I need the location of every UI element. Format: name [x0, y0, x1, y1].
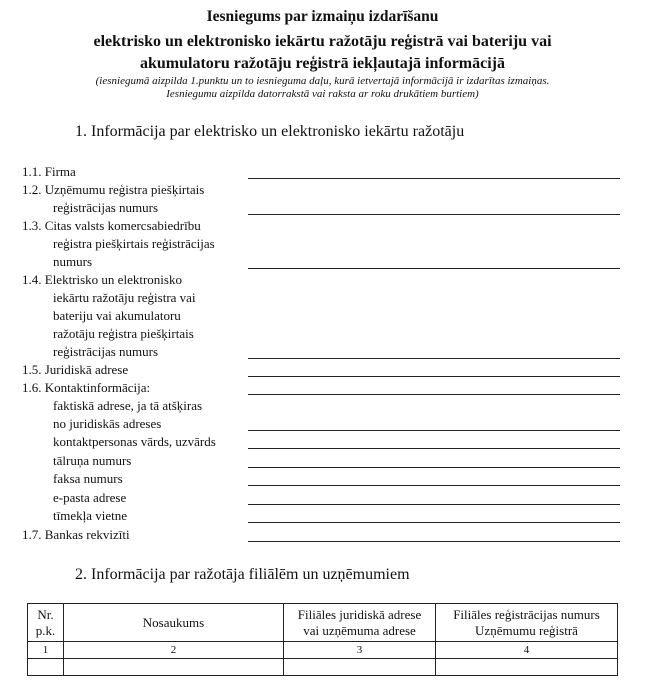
field-label-foreign-reg-cont2: numurs [53, 254, 92, 269]
field-line-legal-address[interactable] [248, 376, 620, 377]
field-label-producer-reg-cont3: ražotāju reģistra piešķirtais [53, 326, 194, 341]
field-line-website[interactable] [248, 522, 620, 523]
field-label-email: e-pasta adrese [53, 490, 127, 505]
col-header-address-line1: Filiāles juridiskā adrese [297, 606, 422, 622]
form-note-line1: (iesniegumā aizpilda 1.punktu un to iesnieguma daļu, kurā ietvertajā informācijā ir izdarītas izmaiņas. [95, 75, 550, 87]
field-line-firm[interactable] [248, 178, 620, 179]
col-header-name-text: Nosaukums [142, 614, 205, 630]
field-label-fax: faksa numurs [53, 471, 123, 486]
field-line-foreign-reg[interactable] [248, 268, 620, 269]
field-label-producer-reg: 1.4. Elektrisko un elektronisko [22, 272, 182, 287]
field-line-contact-person[interactable] [248, 448, 620, 449]
col-number-3: 3 [284, 642, 436, 659]
col-header-reg-number-line1: Filiāles reģistrācijas numurs [453, 606, 600, 622]
col-header-name [64, 604, 284, 642]
field-label-producer-reg-cont4: reģistrācijas numurs [53, 344, 159, 359]
col-header-number-line1: Nr. [37, 606, 54, 622]
col-header-number-line2: p.k. [35, 622, 56, 638]
field-line-reg-number[interactable] [248, 214, 620, 215]
field-label-foreign-reg-cont1: reģistra piešķirtais reģistrācijas [53, 236, 215, 251]
col-number-4: 4 [436, 642, 618, 659]
field-label-reg-number: 1.2. Uzņēmumu reģistra piešķirtais [22, 182, 205, 197]
field-line-actual-address[interactable] [248, 430, 620, 431]
form-title-line1: Iesniegums par izmaiņu izdarīšanu [206, 8, 439, 25]
field-line-producer-reg[interactable] [248, 358, 620, 359]
table-cell-empty[interactable] [64, 659, 284, 676]
field-label-website: tīmekļa vietne [53, 508, 128, 523]
field-label-producer-reg-cont1: iekārtu ražotāju reģistra vai [53, 290, 196, 305]
field-label-foreign-reg: 1.3. Citas valsts komercsabiedrību [22, 218, 201, 233]
field-label-bank-details: 1.7. Bankas rekvizīti [22, 527, 130, 542]
branches-table-header-row [28, 604, 618, 642]
form-note-line2: Iesniegumu aizpilda datorrakstā vai raksta ar roku drukātiem burtiem) [166, 88, 479, 100]
section2-heading: 2. Informācija par ražotāja filiālēm un uzņēmumiem [75, 566, 410, 583]
field-label-contact-person: kontaktpersonas vārds, uzvārds [53, 434, 216, 449]
col-number-1: 1 [28, 642, 64, 659]
field-label-reg-number-cont: reģistrācijas numurs [53, 200, 159, 215]
form-title-line3: akumulatoru ražotāju reģistrā iekļautajā informācijā [140, 55, 505, 72]
field-label-firm: 1.1. Firma [22, 164, 76, 179]
col-header-address [284, 604, 436, 642]
field-line-fax[interactable] [248, 485, 620, 486]
field-label-producer-reg-cont2: bateriju vai akumulatoru [53, 308, 181, 323]
branches-table [27, 603, 618, 676]
branches-table-number-row [28, 642, 618, 659]
field-label-legal-address: 1.5. Juridiskā adrese [22, 362, 129, 377]
col-number-2: 2 [64, 642, 284, 659]
col-header-reg-number-line2: Uzņēmumu reģistrā [475, 622, 578, 638]
field-label-contacts: 1.6. Kontaktinformācija: [22, 380, 151, 395]
table-cell-empty[interactable] [284, 659, 436, 676]
table-cell-empty[interactable] [28, 659, 64, 676]
field-label-phone: tālruņa numurs [53, 453, 132, 468]
field-line-bank-details[interactable] [248, 541, 620, 542]
col-header-number [28, 604, 64, 642]
col-header-address-line2: vai uzņēmuma adrese [303, 622, 416, 638]
table-cell-empty[interactable] [436, 659, 618, 676]
field-line-contacts[interactable] [248, 394, 620, 395]
field-line-email[interactable] [248, 504, 620, 505]
field-label-actual-address: faktiskā adrese, ja tā atšķiras [53, 398, 203, 413]
form-title-line2: elektrisko un elektronisko iekārtu ražotāju reģistrā vai bateriju vai [93, 33, 552, 50]
col-header-reg-number [436, 604, 618, 642]
field-line-phone[interactable] [248, 467, 620, 468]
table-row [28, 659, 618, 676]
field-label-actual-address-cont: no juridiskās adreses [53, 416, 162, 431]
section1-heading: 1. Informācija par elektrisko un elektronisko iekārtu ražotāju [75, 123, 465, 140]
